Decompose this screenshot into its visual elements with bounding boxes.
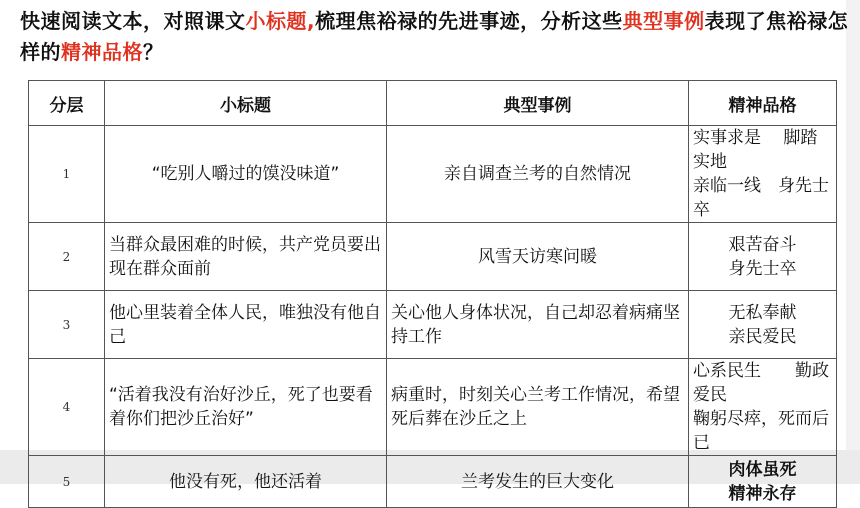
row-subtitle: 当群众最困难的时候，共产党员要出现在群众面前	[105, 223, 387, 291]
spirit-line: 无私奉献	[728, 302, 797, 323]
header-subtitle: 小标题	[105, 81, 387, 126]
spirit-line: 艰苦奋斗	[728, 234, 797, 255]
spirit-line: 鞠躬尽瘁，死而后已	[693, 409, 829, 453]
row-subtitle: “吃别人嚼过的馍没味道”	[105, 126, 387, 223]
row-example: 亲自调查兰考的自然情况	[387, 126, 689, 223]
row-number: 4	[29, 359, 105, 456]
row-number: 3	[29, 291, 105, 359]
row-spirit	[689, 456, 837, 508]
row-spirit	[689, 291, 837, 359]
row-subtitle: “活着我没有治好沙丘，死了也要看着你们把沙丘治好”	[105, 359, 387, 456]
instruction-part2: 梳理焦裕禄的先进事迹，分析这些	[315, 9, 623, 33]
instruction-text	[20, 6, 850, 68]
spirit-line: 精神永存	[728, 483, 797, 504]
instruction-highlight-spirit: 精神品格	[61, 40, 143, 64]
row-spirit	[689, 126, 837, 223]
spirit-line: 亲临一线 身先士卒	[693, 176, 829, 220]
instruction-part4: ？	[143, 40, 164, 64]
spirit-line: 实事求是 脚踏实地	[693, 128, 818, 172]
spirit-line: 亲民爱民	[728, 326, 797, 347]
right-edge-band	[846, 0, 860, 484]
row-example: 关心他人身体状况，自己却忍着病痛坚持工作	[387, 291, 689, 359]
spirit-line: 心系民生 勤政爱民	[693, 361, 829, 405]
table-row	[29, 126, 837, 223]
row-subtitle: 他心里装着全体人民，唯独没有他自己	[105, 291, 387, 359]
row-example: 风雪天访寒问暖	[387, 223, 689, 291]
header-spirit: 精神品格	[689, 81, 837, 126]
table-header-row	[29, 81, 837, 126]
row-example: 兰考发生的巨大变化	[387, 456, 689, 508]
row-number: 5	[29, 456, 105, 508]
instruction-highlight-subtitle: 小标题,	[245, 9, 316, 33]
instruction-part1: 快速阅读文本，对照课文	[20, 9, 246, 33]
instruction-highlight-examples: 典型事例	[622, 9, 705, 33]
row-subtitle: 他没有死，他还活着	[105, 456, 387, 508]
table-row	[29, 291, 837, 359]
header-level: 分层	[29, 81, 105, 126]
instruction-part3: 表现了焦裕禄怎样的	[20, 9, 849, 64]
row-spirit	[689, 223, 837, 291]
row-spirit	[689, 359, 837, 456]
spirit-line: 肉体虽死	[728, 459, 797, 480]
spirit-line: 身先士卒	[728, 258, 797, 279]
row-number: 1	[29, 126, 105, 223]
header-example: 典型事例	[387, 81, 689, 126]
table-row	[29, 456, 837, 508]
table-row	[29, 223, 837, 291]
row-number: 2	[29, 223, 105, 291]
table-row	[29, 359, 837, 456]
row-example: 病重时，时刻关心兰考工作情况，希望死后葬在沙丘之上	[387, 359, 689, 456]
events-table	[28, 80, 837, 508]
